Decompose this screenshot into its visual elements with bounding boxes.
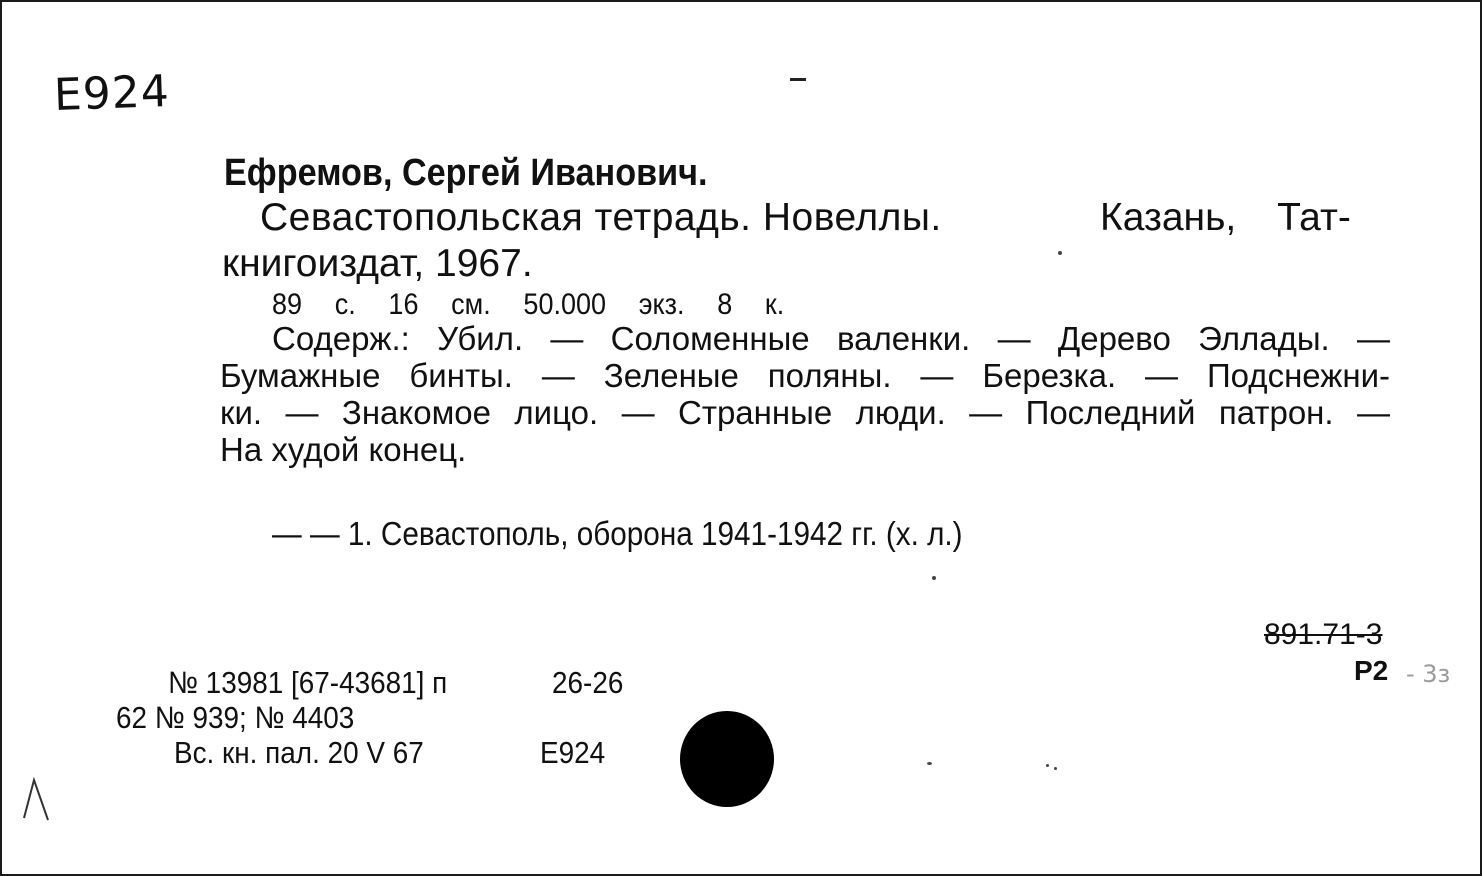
record-chamber-info: Вс. кн. пал. 20 V 67 xyxy=(174,735,424,770)
ink-speck xyxy=(1058,251,1062,255)
ink-speck xyxy=(1054,767,1057,770)
stray-dash xyxy=(790,78,806,81)
record-number-suffix: 26-26 xyxy=(552,665,624,700)
handwritten-note: - 3з xyxy=(1406,660,1451,688)
record-call-number: Е924 xyxy=(540,735,606,770)
record-order-numbers: 62 № 939; № 4403 xyxy=(116,700,355,735)
contents-line: На худой конец. xyxy=(220,431,467,468)
author-heading: Ефремов, Сергей Иванович. xyxy=(224,152,708,194)
title-line-2: книгоиздат, 1967. xyxy=(222,242,533,285)
physical-description: 89 с. 16 см. 50.000 экз. 8 к. xyxy=(272,288,785,321)
pencil-mark-icon xyxy=(18,772,58,824)
subject-heading: — — 1. Севастополь, оборона 1941-1942 гг. (х. л.) xyxy=(272,515,963,552)
ink-speck xyxy=(932,576,936,580)
title-line-1: Севастопольская тетрадь. Новеллы. xyxy=(260,196,942,239)
contents-note xyxy=(220,320,1390,468)
record-number: № 13981 [67-43681] п xyxy=(168,665,448,700)
contents-line: Бумажные бинты. — Зеленые поляны. — Березка. — Подснежни- xyxy=(220,357,1390,394)
call-number: Е924 xyxy=(53,65,171,122)
classification-code: Р2 xyxy=(1354,655,1389,686)
contents-line: ки. — Знакомое лицо. — Странные люди. — Последний патрон. — xyxy=(220,394,1390,431)
punch-hole xyxy=(680,711,774,807)
contents-line: Содерж.: Убил. — Соломенные валенки. — Дерево Эллады. — xyxy=(272,320,1390,357)
classification-number: 891.71-3 xyxy=(1264,618,1383,651)
ink-speck xyxy=(927,762,932,765)
ink-speck xyxy=(1046,764,1049,767)
title-line-1-imprint: Казань, Тат- xyxy=(1100,196,1351,239)
